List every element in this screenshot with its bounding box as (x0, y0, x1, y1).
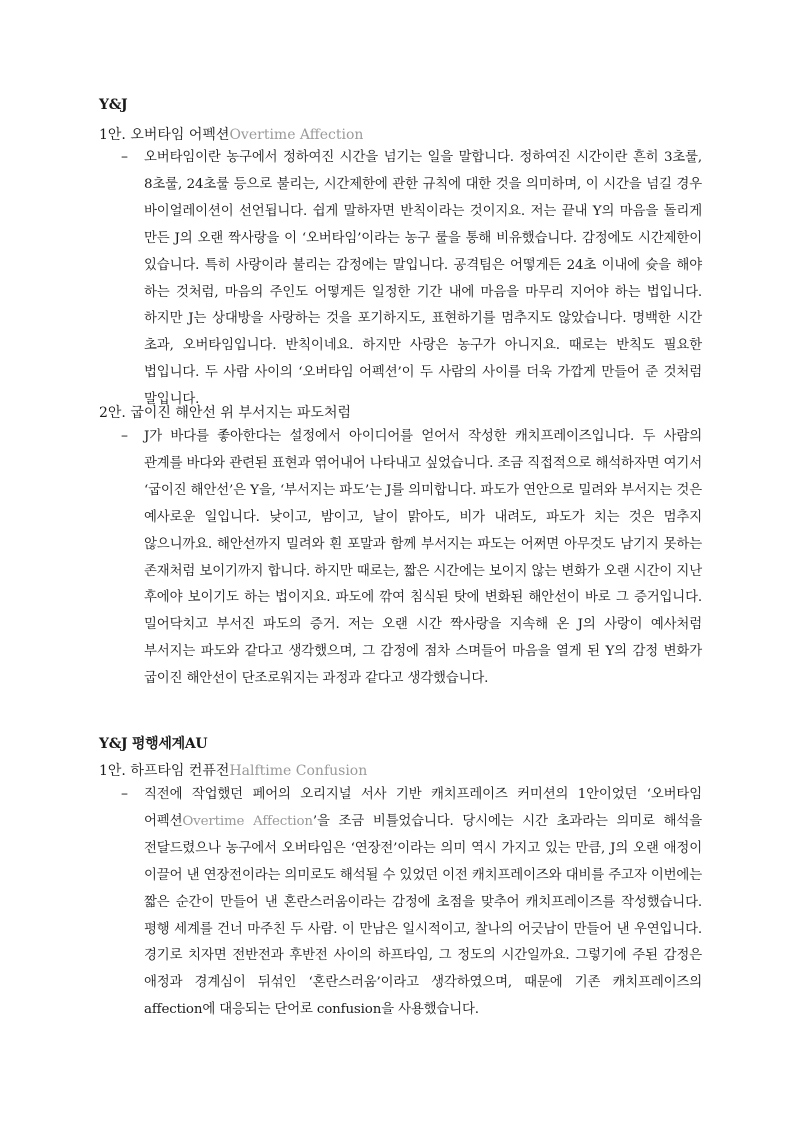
item-title-halftime-confusion (99, 760, 367, 780)
bullet-dash: – (121, 428, 128, 444)
item-title-english: Overtime Affection (229, 127, 364, 143)
item-title-overtime-affection (99, 124, 363, 144)
item-title-korean: 1안. 오버타임 어펙션 (99, 127, 230, 143)
bullet-dash: – (121, 149, 128, 165)
item-title-korean: 1안. 하프타임 컨퓨전 (99, 763, 230, 779)
body-text-pre: 직전에 작업했던 페어의 오리지널 서사 기반 캐치프레이즈 커미션의 1안이었던 ‘오버타임 어펙션 (144, 787, 702, 829)
item-title-english: Halftime Confusion (229, 763, 368, 779)
item-title-broken-waves (99, 402, 351, 422)
item-body-broken-waves: J가 바다를 좋아한다는 설정에서 아이디어를 얻어서 작성한 캐치프레이즈입니다. 두 사람의 관계를 바다와 관련된 표현과 엮어내어 나타내고 싶었습니다. 조금 직접적으로 해석하자면 여기서 ‘굽이진 해안선’은 Y을, ‘부서지는 파도’는 J를 의미합니다. 파도가 연안으로 밀려와 부서지는 것은 예사로운 일입니다. 낮이고, 밤이고, 날이 맑아도, 비가 내려도, 파도가 치는 것은 멈추지 않으니까요. 해안선까지 밀려와 흰 포말과 함께 부서지는 파도는 어쩌면 아무것도 남기지 못하는 존재처럼 보이기까지 합니다. 하지만 때로는, 짧은 시간에는 보이지 않는 변화가 오랜 시간이 지난 후에야 보이기도 하는 법이지요. 파도에 깎여 침식된 탓에 변화된 해안선이 바로 그 증거입니다. 밀어닥치고 부서진 파도의 증거. 저는 오랜 시간 짝사랑을 지속해 온 J의 사랑이 예사처럼 부서지는 파도와 같다고 생각했으며, 그 감정에 점차 스며들어 마음을 열게 된 Y의 감정 변화가 굽이진 해안선이 단조로워지는 과정과 같다고 생각했습니다. (144, 429, 702, 687)
item-body-halftime-confusion (144, 782, 702, 1024)
item-body-overtime-affection: 오버타임이란 농구에서 정하여진 시간을 넘기는 일을 말합니다. 정하여진 시간이란 흔히 3초룰, 8초룰, 24초룰 등으로 불리는, 시간제한에 관한 규칙에 대한 것을 의미하며, 이 시간을 넘길 경우 바이얼레이션이 선언됩니다. 쉽게 말하자면 반칙이라는 것이지요. 저는 끝내 Y의 마음을 돌리게 만든 J의 오랜 짝사랑을 이 ‘오버타임’이라는 농구 룰을 통해 비유했습니다. 감정에도 시간제한이 있습니다. 특히 사랑이라 불리는 감정에는 말입니다. 공격팀은 어떻게든 24초 이내에 슛을 해야 하는 것처럼, 마음의 주인도 어떻게든 일정한 기간 내에 마음을 마무리 지어야 하는 법입니다. 하지만 J는 상대방을 사랑하는 것을 포기하지도, 표현하기를 멈추지도 않았습니다. 명백한 시간 초과, 오버타임입니다. 반칙이네요. 하지만 사랑은 농구가 아니지요. 때로는 반칙도 필요한 법입니다. 두 사람 사이의 ‘오버타임 어펙션’이 두 사람의 사이를 더욱 가깝게 만들어 준 것처럼 말입니다. (144, 150, 702, 408)
body-text-post: ’을 조금 비틀었습니다. 당시에는 시간 초과라는 의미로 해석을 전달드렸으나 농구에서 오버타임은 ‘연장전’이라는 의미 역시 가지고 있는 만큼, J의 오랜 애정이 이끌어 낸 연장전이라는 의미로도 해석될 수 있었던 이전 캐치프레이즈와 대비를 주고자 이번에는 짧은 순간이 만들어 낸 혼란스러움이라는 감정에 초점을 맞추어 캐치프레이즈를 작성했습니다. 평행 세계를 건너 마주친 두 사람. 이 만남은 일시적이고, 찰나의 어긋남이 만들어 낸 우연입니다. 경기로 치자면 전반전과 후반전 사이의 하프타임, 그 정도의 시간일까요. 그렇기에 주된 감정은 애정과 경계심이 뒤섞인 ‘혼란스러움’이라고 생각하였으며, 때문에 기존 캐치프레이즈의 affection에 대응되는 단어로 confusion을 사용했습니다. (144, 813, 702, 1018)
bullet-dash: – (121, 786, 128, 802)
body-text-english: Overtime Affection (182, 813, 313, 829)
item-title-korean: 2안. 굽이진 해안선 위 부서지는 파도처럼 (99, 405, 351, 421)
section-heading-yj: Y&J (99, 97, 128, 113)
section-heading-yj-parallel-au: Y&J 평행세계AU (99, 736, 208, 752)
